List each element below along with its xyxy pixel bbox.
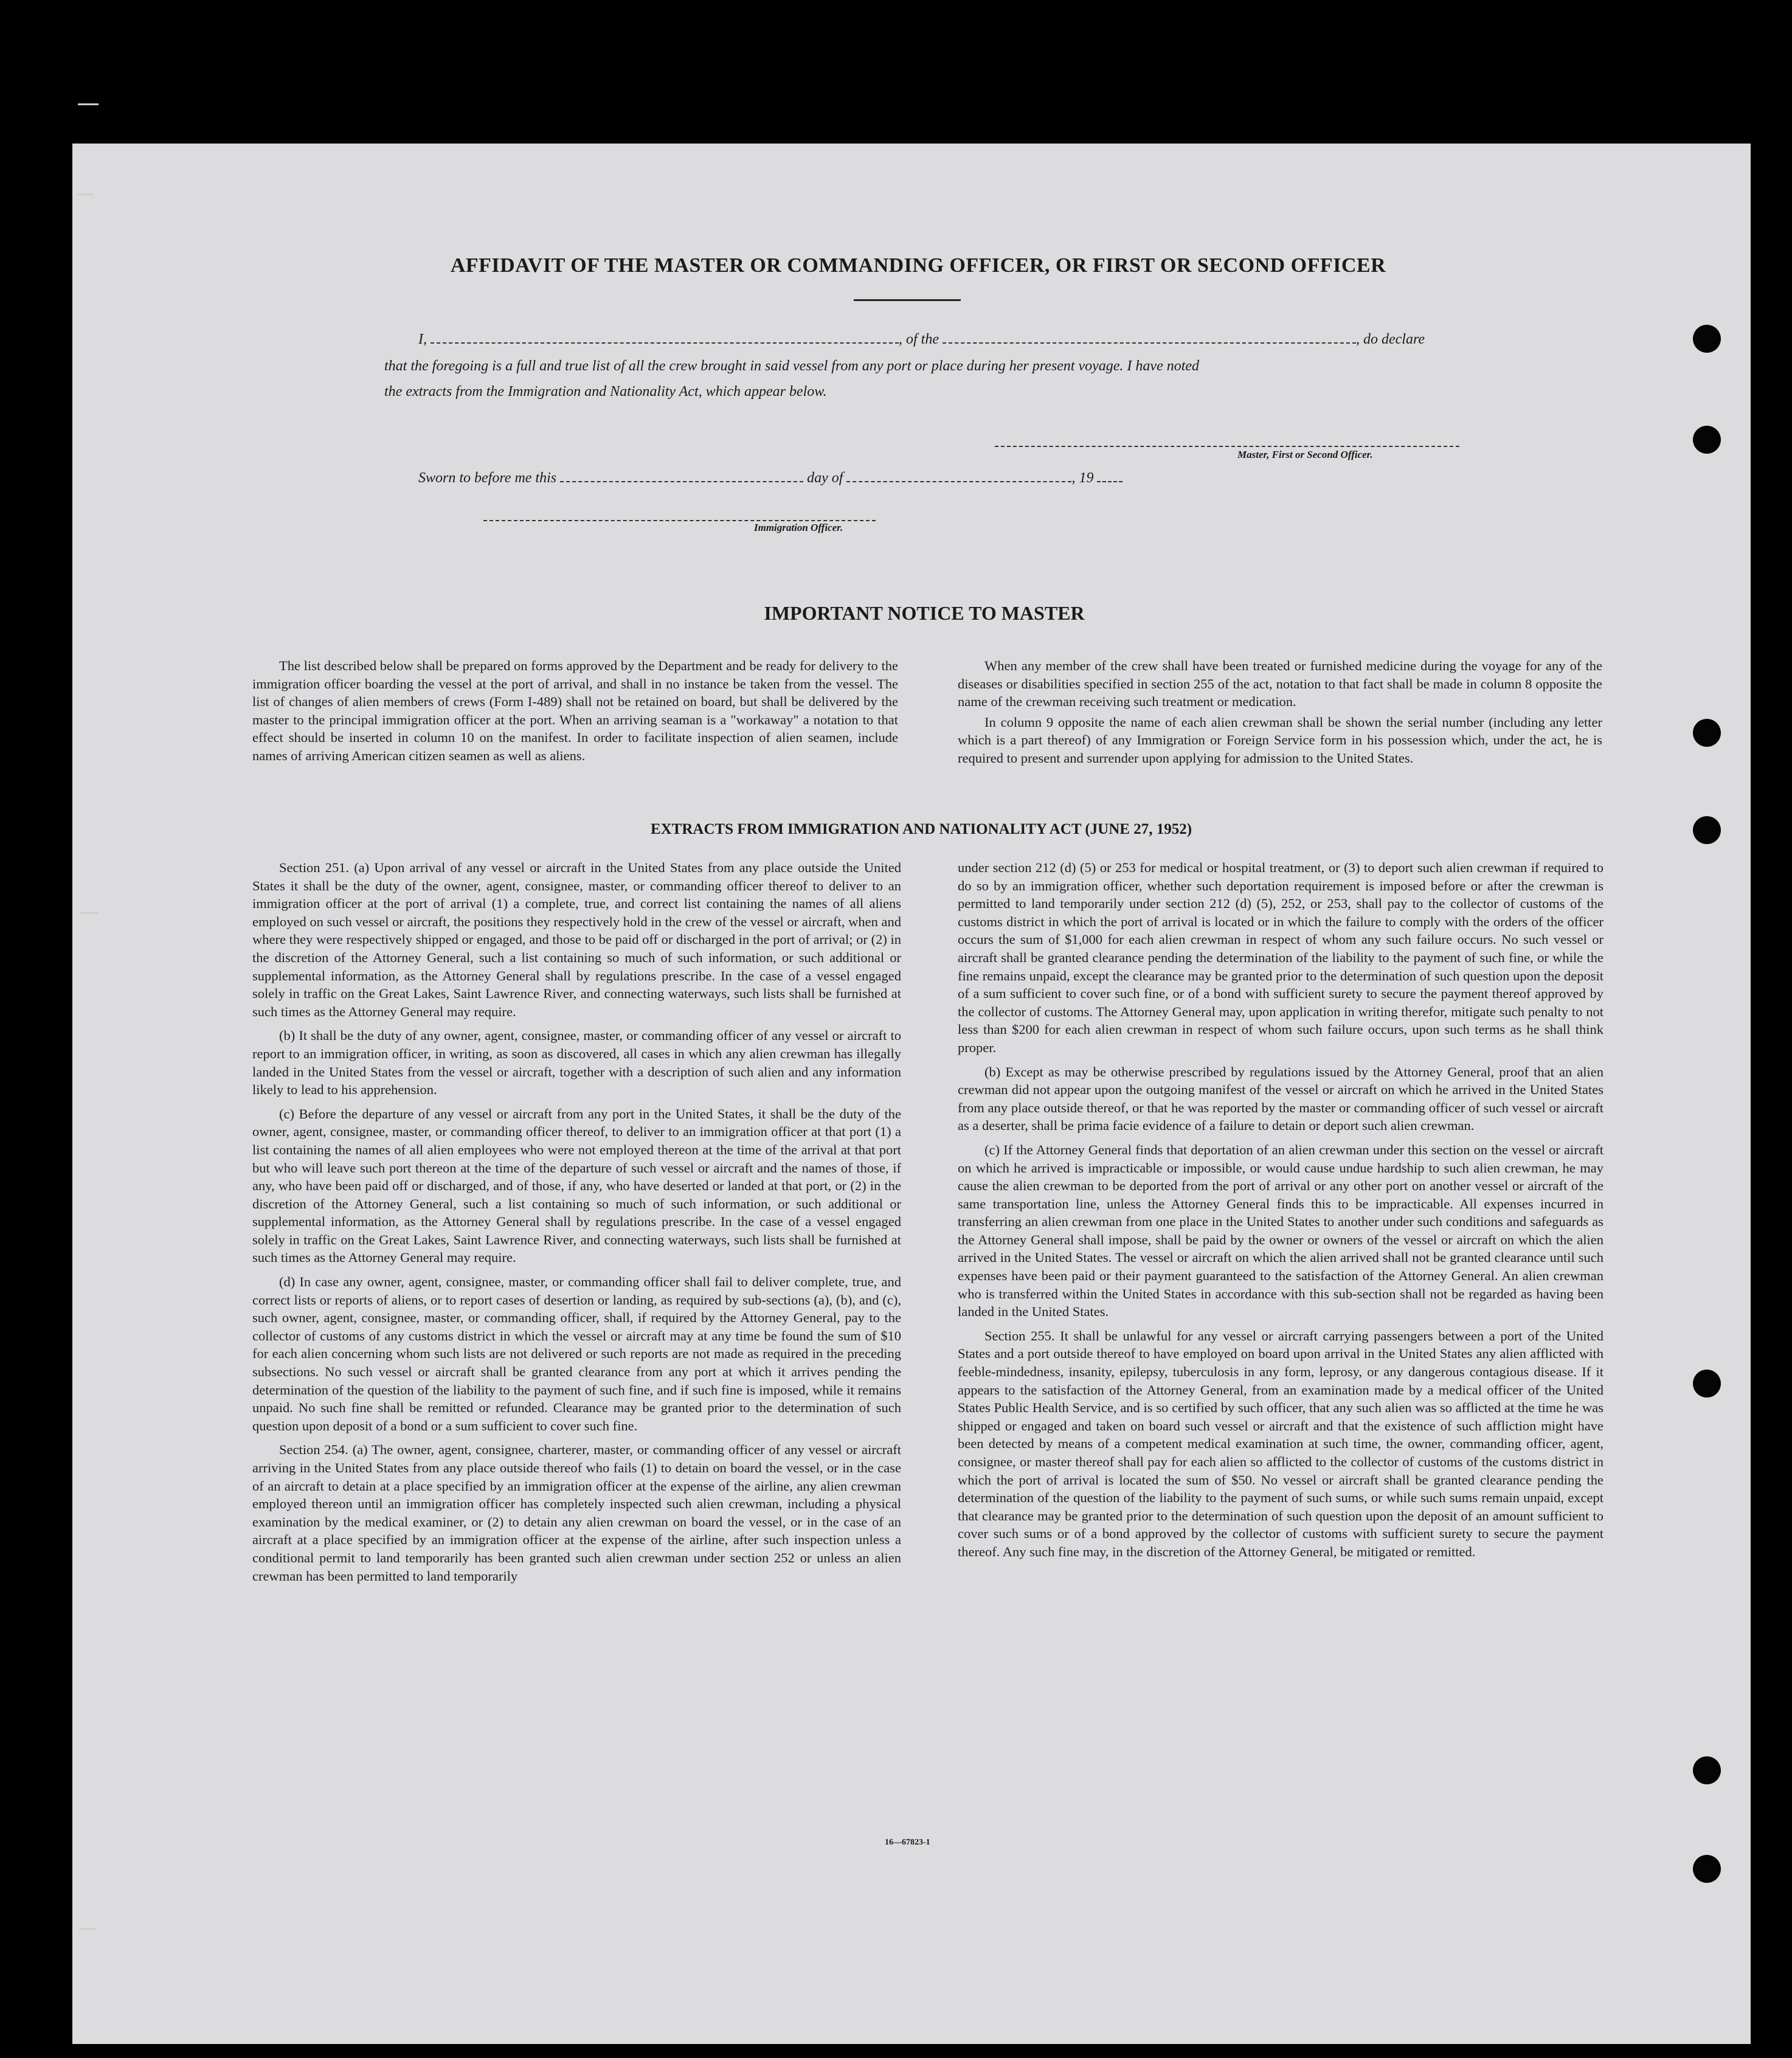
act-paragraph: Section 254. (a) The owner, agent, consignee, charterer, master, or commanding officer of any vessel or aircraft arriving in the United States from any place outside thereof who fails (1) to detain on board the vessel, or in the case of an aircraft to detain at a place specified by an immigration officer at the expense of the airline, any alien crewman employed thereon until an immigration officer has completely inspected such alien crewman, including a physical examination by the medical examiner, or (2) to detain any alien crewman on board the vessel, or in the case of an aircraft at a place specified by an immigration officer at the expense of the airline, after such inspection unless a conditional permit to land temporarily has been granted such alien crewman under section 252 or unless an alien crewman has been permitted to land temporarily <box>252 1442 901 1584</box>
extracts-left-column <box>252 859 901 1591</box>
binder-hole <box>1693 719 1721 747</box>
act-paragraph: (b) Except as may be otherwise prescribed by regulations issued by the Attorney General, proof that an alien crewman did not appear upon the outgoing manifest of the vessel or aircraft on which he arrived in the United States from any place outside thereof, or that he was reported by the master or commanding officer of such vessel or aircraft as a deserter, shall be prima facie evidence of a failure to detain or deport such alien crewman. <box>958 1064 1603 1134</box>
extracts-right-column <box>958 859 1603 1567</box>
notice-paragraph: In column 9 opposite the name of each alien crewman shall be shown the serial number (including any letter which is a part thereof) of any Immigration or Foreign Service form in his possession which, under the act, he is required to present and surrender upon applying for admission to the United States. <box>958 714 1602 766</box>
act-paragraph: Section 255. It shall be unlawful for any vessel or aircraft carrying passengers between a port of the United States and a port outside thereof to have employed on board upon arrival in the United States any alien afflicted with feeble-mindedness, insanity, epilepsy, tuberculosis in any form, leprosy, or any dangerous contagious disease. If it appears to the satisfaction of the Attorney General, from an examination made by a medical officer of the United States Public Health Service, and is so certified by such officer, that any such alien was so afflicted at the time he was shipped or engaged and taken on board such vessel or aircraft and that the existence of such affliction might have been detected by means of a competent medical examination at such time, the owner, commanding officer, agent, consignee, or master thereof shall pay for each alien so afflicted to the collector of customs of the customs district in which the port of arrival is located the sum of $50. No vessel or aircraft shall be granted clearance pending the determination of the question of the liability to the payment of such sums, or while such sums remain unpaid, except that clearance may be granted prior to the determination of such question upon the deposit of an amount sufficient to cover such sums or of a bond approved by the collector of customs with sufficient surety to secure the payment thereof. Any such fine may, in the discretion of the Attorney General, be mitigated or remitted. <box>958 1328 1603 1559</box>
extracts-title: EXTRACTS FROM IMMIGRATION AND NATIONALITY ACT (JUNE 27, 1952) <box>650 821 1192 837</box>
form-code: 16—67823-1 <box>885 1838 930 1847</box>
binder-hole <box>1693 1756 1721 1784</box>
binder-hole <box>1693 325 1721 353</box>
do-declare-text: , do declare <box>1356 331 1425 347</box>
binder-hole <box>1693 426 1721 454</box>
sworn-year-field[interactable] <box>1097 480 1123 482</box>
sworn-month-field[interactable] <box>846 480 1071 482</box>
notice-paragraph: When any member of the crew shall have been treated or furnished medicine during the voyage for any of the diseases or disabilities specified in section 255 of the act, notation to that fact shall be made in column 8 opposite the name of the crewman receiving such treatment or medication. <box>958 658 1602 710</box>
affidavit-title: AFFIDAVIT OF THE MASTER OR COMMANDING OFFICER, OR FIRST OR SECOND OFFICER <box>450 254 1386 277</box>
sworn-label: Sworn to before me this <box>418 470 557 486</box>
sworn-day-field[interactable] <box>560 480 803 482</box>
immigration-officer-label: Immigration Officer. <box>754 522 843 533</box>
scan-mark <box>79 1928 96 1930</box>
act-paragraph: (c) If the Attorney General finds that deportation of an alien crewman under this section on the vessel or aircraft on which he arrived is impracticable or impossible, or would cause undue hardship to such alien crewman, he may cause the alien crewman to be deported from the port of arrival or any other port on another vessel or aircraft of the same transportation line, unless the Attorney General finds this to be impracticable. All expenses incurred in transferring an alien crewman from one place in the United States to another under such conditions and safeguards as the Attorney General shall impose, shall be paid by the owner or owners of the vessel or aircraft on which the alien arrived in the United States. The vessel or aircraft on which the alien arrived shall not be granted clearance until such expenses have been paid or their payment guaranteed to the satisfaction of the Attorney General. An alien crewman who is transferred within the United States in accordance with this sub-section shall not be regarded as having been landed in the United States. <box>958 1142 1603 1320</box>
notice-left-column <box>252 657 898 767</box>
act-paragraph: (d) In case any owner, agent, consignee, master, or commanding officer shall fail to deliver complete, true, and correct lists or reports of aliens, or to report cases of desertion or landing, as required by sub-sections (a), (b), and (c), such owner, agent, consignee, master, or commanding officer, shall, if required by the Attorney General, pay to the collector of customs of any customs district in which the vessel or aircraft may at any time be found the sum of $10 for each alien concerning whom such lists are not delivered or such reports are not made as required in the preceding subsections. No such vessel or aircraft shall be granted clearance from any port at which it arrives pending the determination of the question of the liability to the payment of such fine, and if such fine is imposed, while it remains unpaid. No such fine shall be remitted or refunded. Clearance may be granted prior to the determination of such question upon deposit of a bond or a sum sufficient to cover such fine. <box>252 1274 901 1433</box>
scan-mark <box>78 193 94 195</box>
act-paragraph: Section 251. (a) Upon arrival of any vessel or aircraft in the United States from any place outside the United States it shall be the duty of the owner, agent, consignee, master, or commanding officer thereof to deliver to an immigration officer at the port of arrival (1) a complete, true, and correct list containing the names of all aliens employed on such vessel or aircraft, the positions they respectively hold in the crew of the vessel or aircraft, when and where they were respectively shipped or engaged, and those to be paid off or discharged in the port of arrival; or (2) in the discretion of the Attorney General, such a list containing so much of such information, or such additional or supplemental information, as the Attorney General shall by regulations prescribe. In the case of a vessel engaged solely in traffic on the Great Lakes, Saint Lawrence River, and connecting waterways, such lists shall be furnished at such times as the Attorney General may require. <box>252 860 901 1019</box>
declaration-statement: that the foregoing is a full and true list of all the crew brought in said vessel from any port or place during her present voyage. I have noted <box>384 358 1200 374</box>
declaration-statement-cont: the extracts from the Immigration and Nationality Act, which appear below. <box>384 384 827 400</box>
act-paragraph: under section 212 (d) (5) or 253 for medical or hospital treatment, or (3) to deport such alien crewman if required to do so by an immigration officer, whether such deportation requirement is imposed before or after the crewman is permitted to land temporarily under section 212 (d) (5), 252, or 253, shall pay to the collector of customs of the customs district in which the port of arrival is located or in which the failure to comply with the orders of the officer occurs the sum of $1,000 for each alien crewman in respect of whom any such failure occurs. No such vessel or aircraft shall be granted clearance pending the determination of the liability to the payment of such fine, or while the fine remains unpaid, except the clearance may be granted prior to the determination of such question upon the deposit of a sum sufficient to cover such fine, or of a bond with sufficient surety to secure the payment thereof approved by the collector of customs. The Attorney General may, upon application in writing therefor, mitigate such penalty to not less than $200 for each alien crewman in respect of whom such failure occurs, upon such terms as he shall think proper. <box>958 860 1603 1055</box>
master-signature-label: Master, First or Second Officer. <box>1237 449 1373 460</box>
binder-hole <box>1693 1855 1721 1883</box>
immigration-officer-signature-line[interactable] <box>483 520 876 521</box>
master-signature-line[interactable] <box>995 446 1459 447</box>
title-underline <box>854 299 961 301</box>
year-prefix-text: , 19 <box>1071 470 1094 486</box>
declarant-prefix: I, <box>418 331 427 347</box>
binder-hole <box>1693 1370 1721 1398</box>
declarant-name-field[interactable] <box>431 342 899 344</box>
act-paragraph: (b) It shall be the duty of any owner, agent, consignee, master, or commanding officer of any vessel or aircraft to report to an immigration officer, in writing, as soon as discovered, all cases in which any alien crewman has illegally landed in the United States from the vessel or aircraft, together with a description of such alien and any information likely to lead to his apprehension. <box>252 1028 901 1098</box>
declaration-line <box>418 331 1425 348</box>
day-of-text: day of <box>807 470 843 486</box>
scan-mark <box>80 912 99 914</box>
notice-title: IMPORTANT NOTICE TO MASTER <box>764 602 1085 624</box>
notice-right-column <box>958 657 1602 770</box>
act-paragraph: (c) Before the departure of any vessel or aircraft from any port in the United States, it shall be the duty of the owner, agent, consignee, master, or commanding officer thereof, to deliver to an immigration officer at that port (1) a list containing the names of all alien employees who were not employed thereon at the time of the arrival at that port but who will leave such port thereon at the time of the departure of such vessel or aircraft and the names of those, if any, who have been paid off or discharged, and of those, if any, who have deserted or landed at that port, or (2) in the discretion of the Attorney General, such a list containing so much of such information, or such additional or supplemental information, as the Attorney General shall by regulations prescribe. In the case of a vessel engaged solely in traffic on the Great Lakes, Saint Lawrence River, and connecting waterways, such lists shall be furnished at such times as the Attorney General may require. <box>252 1106 901 1266</box>
sworn-line <box>418 470 1123 487</box>
scan-mark <box>78 103 99 105</box>
of-the-text: , of the <box>899 331 939 347</box>
vessel-name-field[interactable] <box>943 342 1356 344</box>
notice-paragraph: The list described below shall be prepared on forms approved by the Department and be ready for delivery to the immigration officer boarding the vessel at the port of arrival, and shall in no instance be taken from the vessel. The list of changes of alien members of crews (Form I-489) shall not be retained on board, but shall be delivered by the master to the principal immigration officer at the port. When an arriving seaman is a "workaway" a notation to that effect should be inserted in column 10 on the manifest. In order to facilitate inspection of alien seamen, include names of arriving American citizen seamen as well as aliens. <box>252 658 898 763</box>
